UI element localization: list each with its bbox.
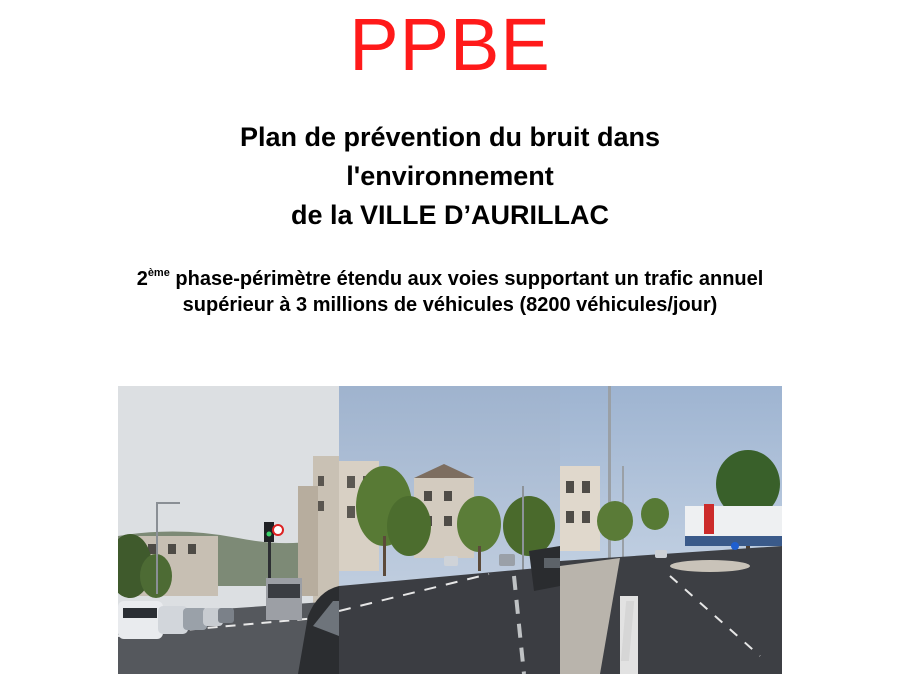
phase-description (100, 266, 800, 318)
photo-street-parked-cars (118, 386, 339, 674)
phase-superscript: ème (147, 267, 170, 279)
subtitle-line-3: de la VILLE D’AURILLAC (290, 200, 609, 230)
subtitle-line-1: Plan de prévention du bruit dans (239, 122, 661, 152)
subtitle-line-2: l'environnement (346, 161, 554, 191)
photo-strip (118, 386, 782, 674)
phase-text: phase-périmètre étendu aux voies supportant un trafic annuel supérieur à 3 millions de véhicules (8200 véhicules/jour) (169, 268, 764, 316)
phase-number: 2 (136, 268, 148, 290)
photo-tree-lined-avenue (339, 386, 560, 674)
document-title: PPBE (349, 3, 551, 86)
document-subtitle (0, 118, 900, 235)
photo-crossroads-roundabout (560, 386, 782, 674)
